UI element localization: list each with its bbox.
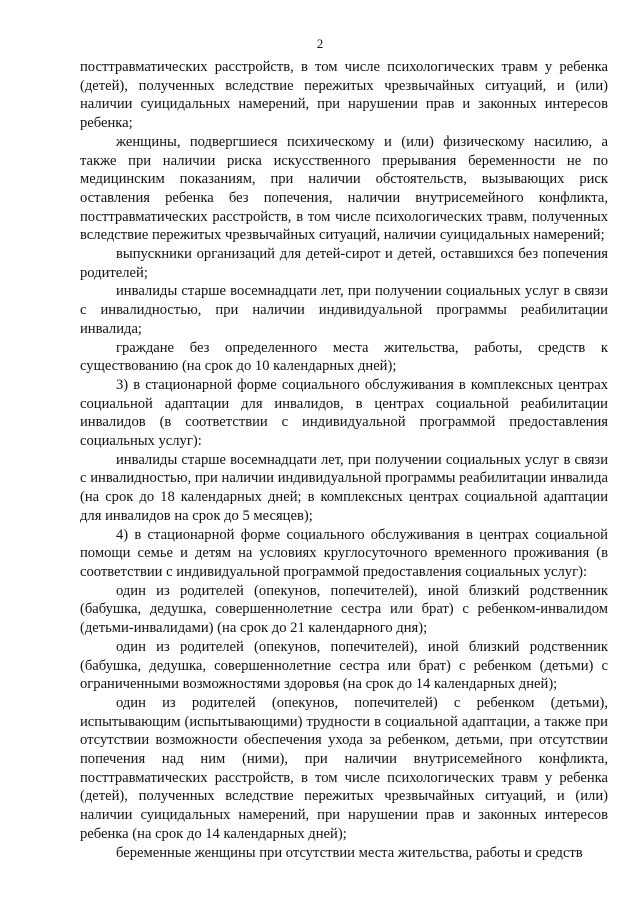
paragraph-continuation: посттравматических расстройств, в том числе психологических травм у ребенка (детей), полученных вследствие пережитых чрезвычайных ситуаций, и (или) наличии суицидальных намерений, при нарушении прав и законных интересов ребенка;: [80, 59, 608, 132]
paragraph-women-violence: женщины, подвергшиеся психическому и (или) физическому насилию, а также при наличии риска искусственного прерывания беременности не по медицинским показаниям, при наличии обстоятельств, вызывающих риск оставления ребенка без попечения, наличии внутрисемейного конфликта, посттравматических расстройств, в том числе психологических травм, полученных вследствие пережитых чрезвычайных ситуаций, наличии суицидальных намерений;: [80, 133, 608, 244]
paragraph-disabled-adults-term: инвалиды старше восемнадцати лет, при получении социальных услуг в связи с инвалидностью, при наличии индивидуальной программы реабилитации инвалида (на срок до 18 календарных дней; в комплексных центрах социальной адаптации для инвалидов на срок до 5 месяцев);: [80, 451, 608, 524]
paragraph-parent-adaptation-child: один из родителей (опекунов, попечителей) с ребенком (детьми), испытывающим (испытывающими) трудности в социальной адаптации, а также при отсутствии возможности обеспечения ухода за ребенком, детьми, при отсутствии попечения над ним (ними), при наличии внутрисемейного конфликта, посттравматических расстройств, в том числе психологических травм у ребенка (детей), полученных вследствие пережитых чрезвычайных ситуаций, и (или) наличии суицидальных намерений, при нарушении прав и законных интересов ребенка (на срок до 14 календарных дней);: [80, 694, 608, 842]
paragraph-orphan-graduates: выпускники организаций для детей-сирот и детей, оставшихся без попечения родителей;: [80, 246, 608, 281]
page-number: 2: [316, 36, 324, 51]
paragraph-item-4: 4) в стационарной форме социального обслуживания в центрах социальной помощи семье и детям на условиях круглосуточного временного проживания (в соответствии с индивидуальной программой предоставления социальных услуг):: [80, 526, 608, 580]
paragraph-parent-disabled-child: один из родителей (опекунов, попечителей), иной близкий родственник (бабушка, дедушка, совершеннолетние сестра или брат) с ребенком-инвалидом (детьми-инвалидами) (на срок до 21 календарного дня);: [80, 582, 608, 637]
paragraph-pregnant-women: беременные женщины при отсутствии места жительства, работы и средств: [116, 844, 583, 861]
paragraph-parent-limited-child: один из родителей (опекунов, попечителей), иной близкий родственник (бабушка, дедушка, совершеннолетние сестра или брат) с ребенком (детьми) с ограниченными возможностями здоровья (на срок до 14 календарных дней);: [80, 638, 608, 693]
paragraph-item-3: 3) в стационарной форме социального обслуживания в комплексных центрах социальной адаптации для инвалидов, в центрах социальной реабилитации инвалидов (в соответствии с индивидуальной программой предоставления социальных услуг):: [80, 376, 608, 450]
document-body: [80, 58, 608, 862]
paragraph-disabled-adults: инвалиды старше восемнадцати лет, при получении социальных услуг в связи с инвалидностью, при наличии индивидуальной программы реабилитации инвалида;: [80, 283, 608, 337]
paragraph-homeless-citizens: граждане без определенного места жительства, работы, средств к существованию (на срок до 10 календарных дней);: [80, 339, 608, 375]
